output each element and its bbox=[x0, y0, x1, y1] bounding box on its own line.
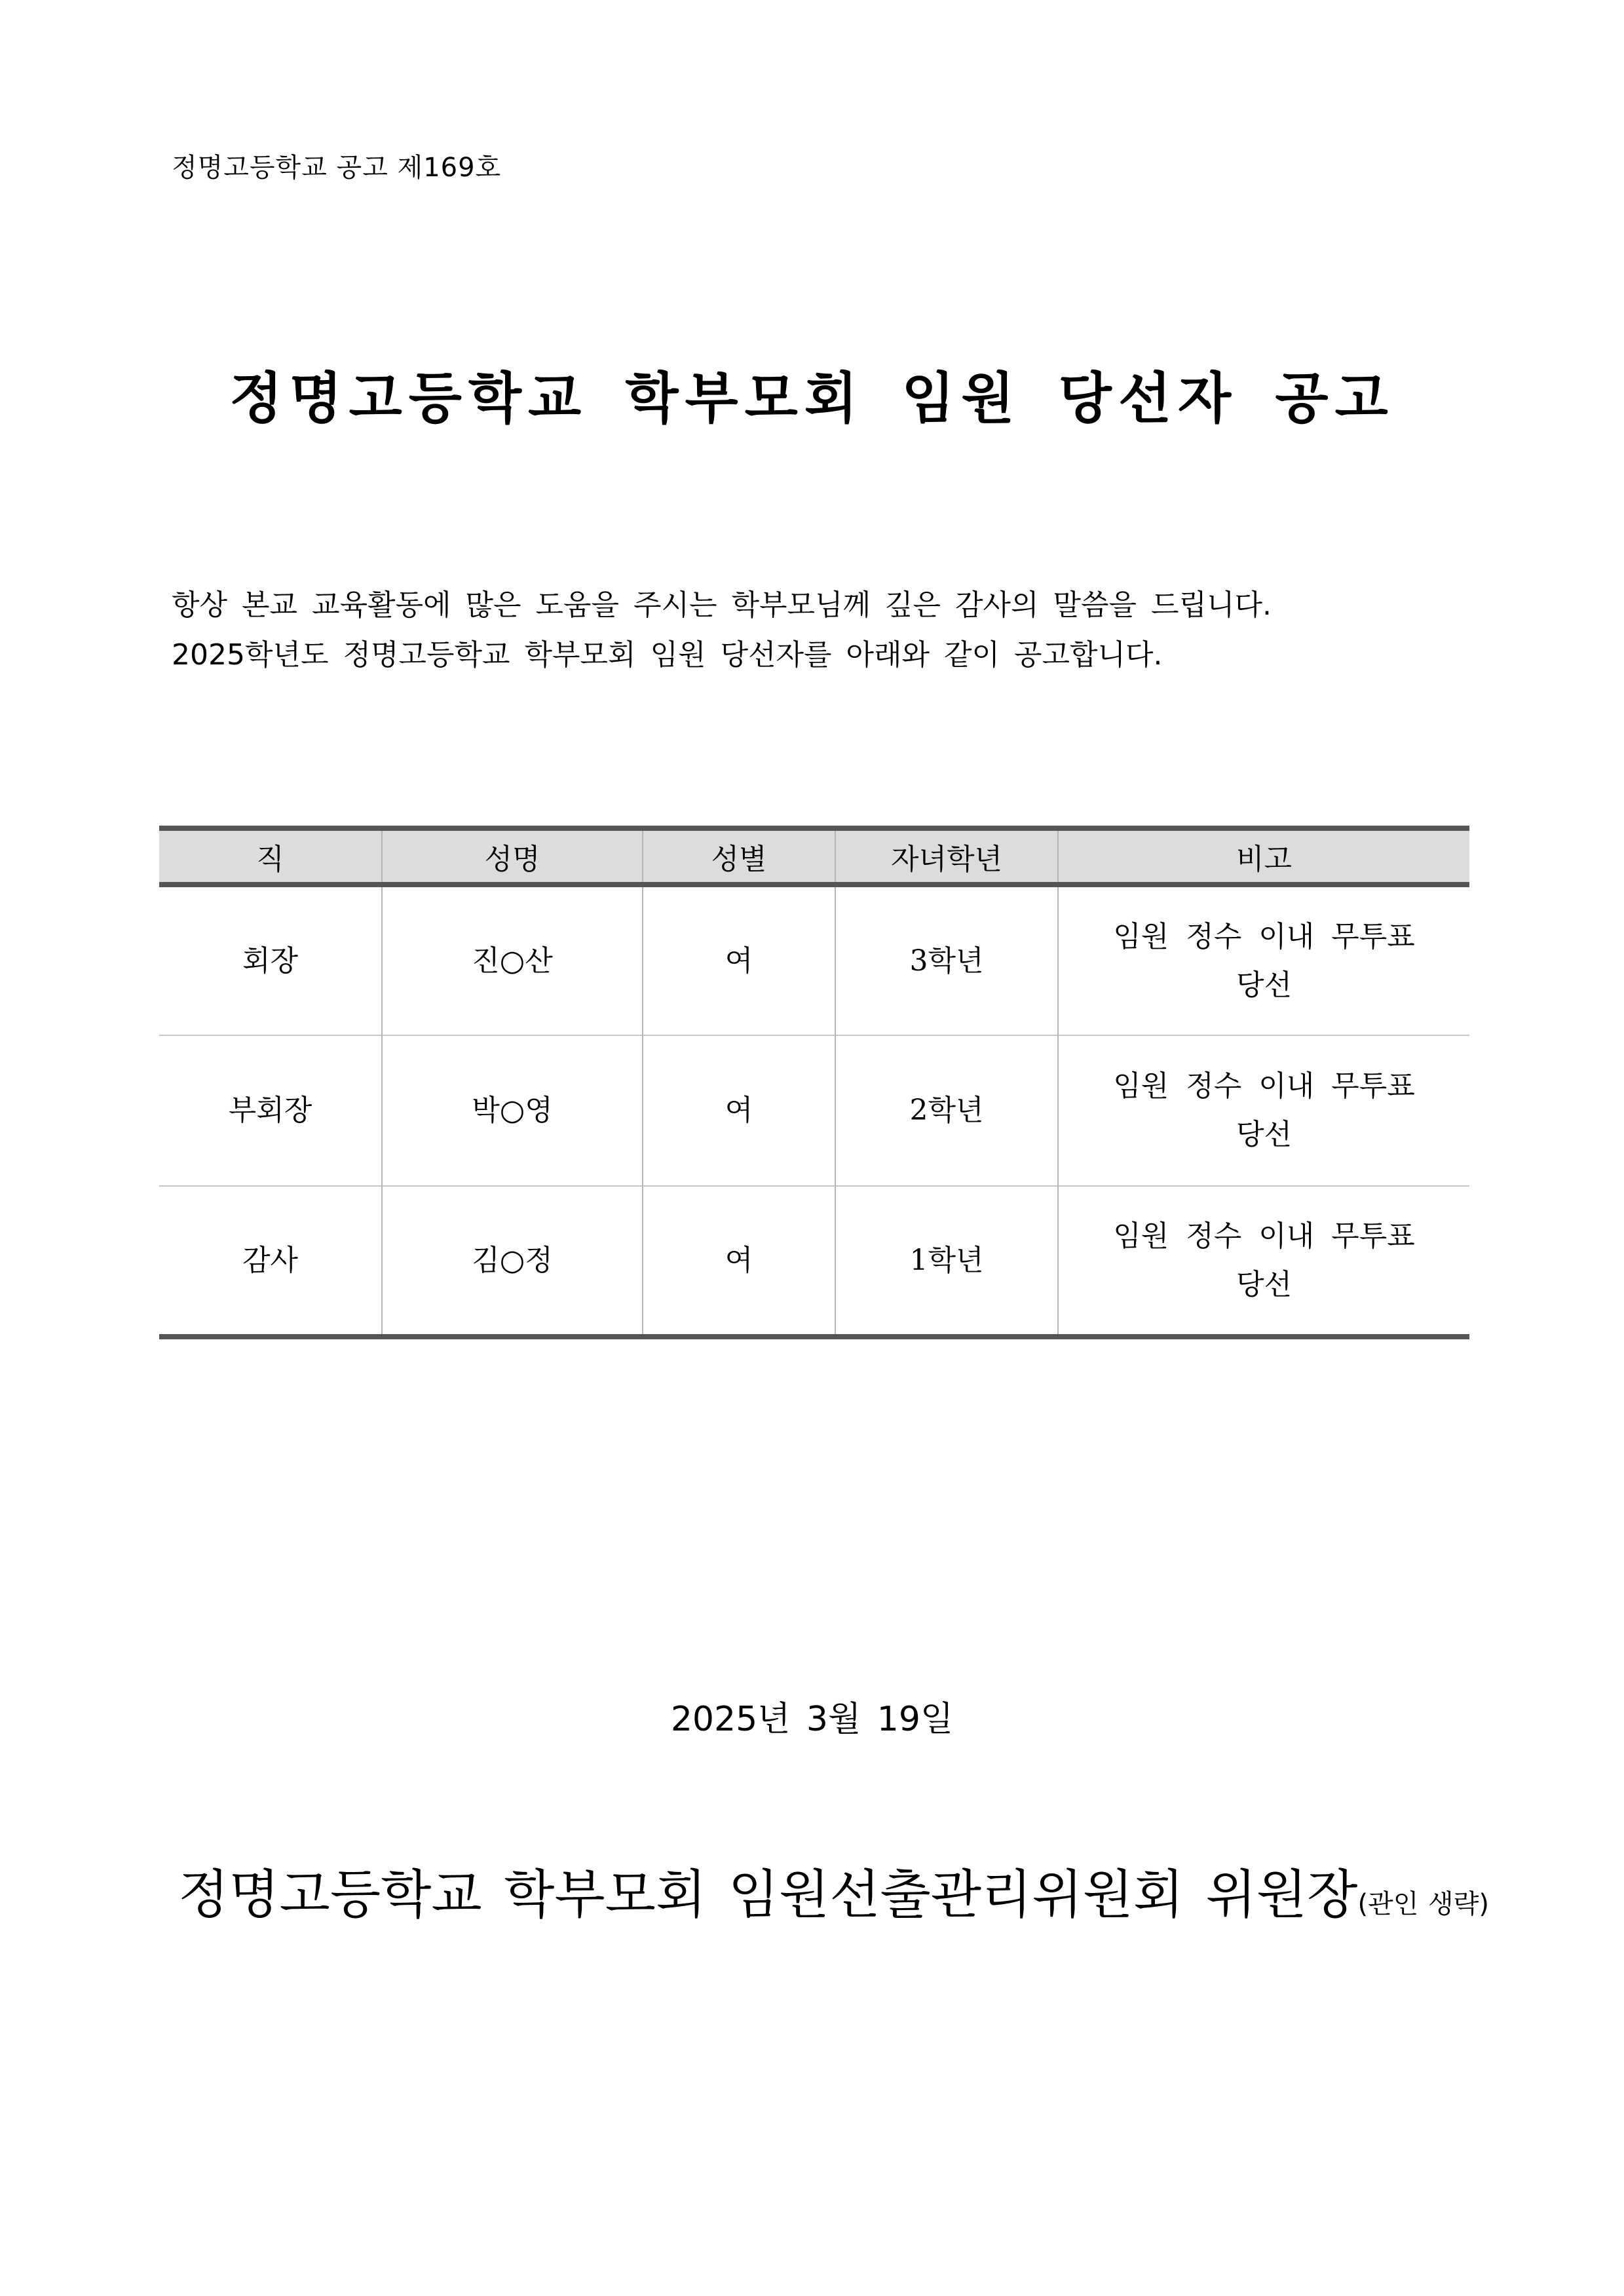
header-name: 성명 bbox=[382, 828, 643, 885]
cell-remarks bbox=[1058, 1035, 1469, 1186]
signatory bbox=[178, 1856, 1489, 1943]
cell-position: 회장 bbox=[242, 944, 298, 978]
header-gender: 성별 bbox=[643, 828, 835, 885]
cell-grade: 2학년 bbox=[835, 1035, 1058, 1186]
cell-gender: 여 bbox=[643, 1186, 835, 1337]
header-remarks: 비고 bbox=[1058, 828, 1469, 885]
table-row bbox=[159, 885, 1469, 1035]
cell-grade: 1학년 bbox=[835, 1186, 1058, 1337]
cell-gender: 여 bbox=[643, 885, 835, 1035]
page-title: 정명고등학교 학부모회 임원 당선자 공고 bbox=[229, 366, 1395, 430]
cell-grade: 3학년 bbox=[835, 885, 1058, 1035]
cell-remarks bbox=[1058, 885, 1469, 1035]
officers-table bbox=[159, 826, 1469, 1339]
header-position: 직 bbox=[159, 828, 382, 885]
header-child-grade: 자녀학년 bbox=[835, 828, 1058, 885]
cell-name: 박○영 bbox=[382, 1035, 643, 1186]
intro-line-1: 항상 본교 교육활동에 많은 도움을 주시는 학부모님께 깊은 감사의 말씀을 드립니다. bbox=[172, 588, 1272, 622]
intro-paragraph bbox=[172, 581, 1272, 680]
seal-note: (관인 생략) bbox=[1357, 1889, 1489, 1919]
cell-name: 진○산 bbox=[382, 885, 643, 1035]
remarks-text: 임원 정수 이내 무투표 당선 bbox=[1113, 919, 1415, 1002]
cell-position: 감사 bbox=[159, 1186, 382, 1337]
notice-number: 정명고등학교 공고 제169호 bbox=[172, 153, 502, 183]
intro-line-2: 2025학년도 정명고등학교 학부모회 임원 당선자를 아래와 같이 공고합니다. bbox=[172, 638, 1163, 672]
remarks-text: 임원 정수 이내 무투표 당선 bbox=[1113, 1069, 1415, 1151]
table-row bbox=[159, 1035, 1469, 1186]
announcement-date: 2025년 3월 19일 bbox=[670, 1700, 954, 1739]
cell-position: 부회장 bbox=[159, 1035, 382, 1186]
remarks-text: 임원 정수 이내 무투표 당선 bbox=[1113, 1219, 1415, 1301]
table-row bbox=[159, 1186, 1469, 1337]
cell-name: 김○정 bbox=[382, 1186, 643, 1337]
cell-remarks bbox=[1058, 1186, 1469, 1337]
cell-gender: 여 bbox=[643, 1035, 835, 1186]
table-header-row bbox=[159, 828, 1469, 885]
signatory-name: 정명고등학교 학부모회 임원선출관리위원회 위원장 bbox=[178, 1864, 1358, 1925]
